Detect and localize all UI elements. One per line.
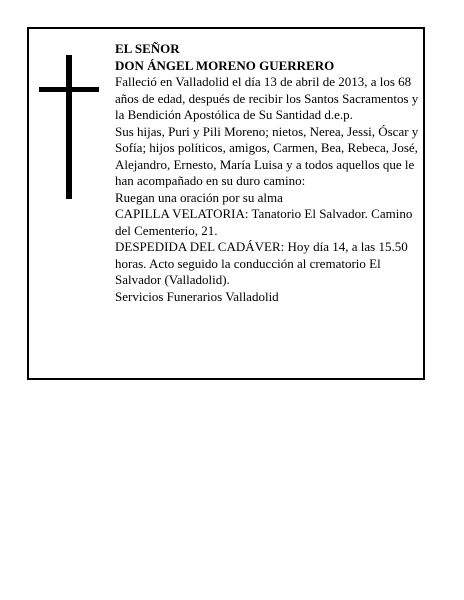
cross-horizontal-bar [39,87,99,92]
funeral-services-name: Servicios Funerarios Valladolid [115,288,279,304]
farewell-info: DESPEDIDA DEL CADÁVER: Hoy día 14, a las 15.50 horas. Acto seguido la conducción al crematorio El Salvador (Valladolid). [115,239,408,287]
family-list: Sus hijas, Puri y Pili Moreno; nietos, Nerea, Jessi, Óscar y Sofía; hijos políticos, amigos, Carmen, Bea, Rebeca, José, Alejandro, Ernesto, María Luisa y a todos aquellos que le han acompañado en su duro camino: [115,123,419,188]
wake-chapel-info: CAPILLA VELATORIA: Tanatorio El Salvador. Camino del Cementerio, 21. [115,206,413,238]
deceased-name: DON ÁNGEL MORENO GUERRERO [115,57,335,73]
cross-vertical-bar [66,55,72,199]
cross-icon [39,55,99,199]
death-announcement: Falleció en Valladolid el día 13 de abril de 2013, a los 68 años de edad, después de recibir los Santos Sacramentos y la Bendición Apostólica de Su Santidad d.e.p. [115,74,419,122]
obituary-text [115,41,425,305]
heading-title: EL SEÑOR [115,41,180,56]
obituary-notice [27,27,425,380]
prayer-request: Ruegan una oración por su alma [115,189,283,205]
